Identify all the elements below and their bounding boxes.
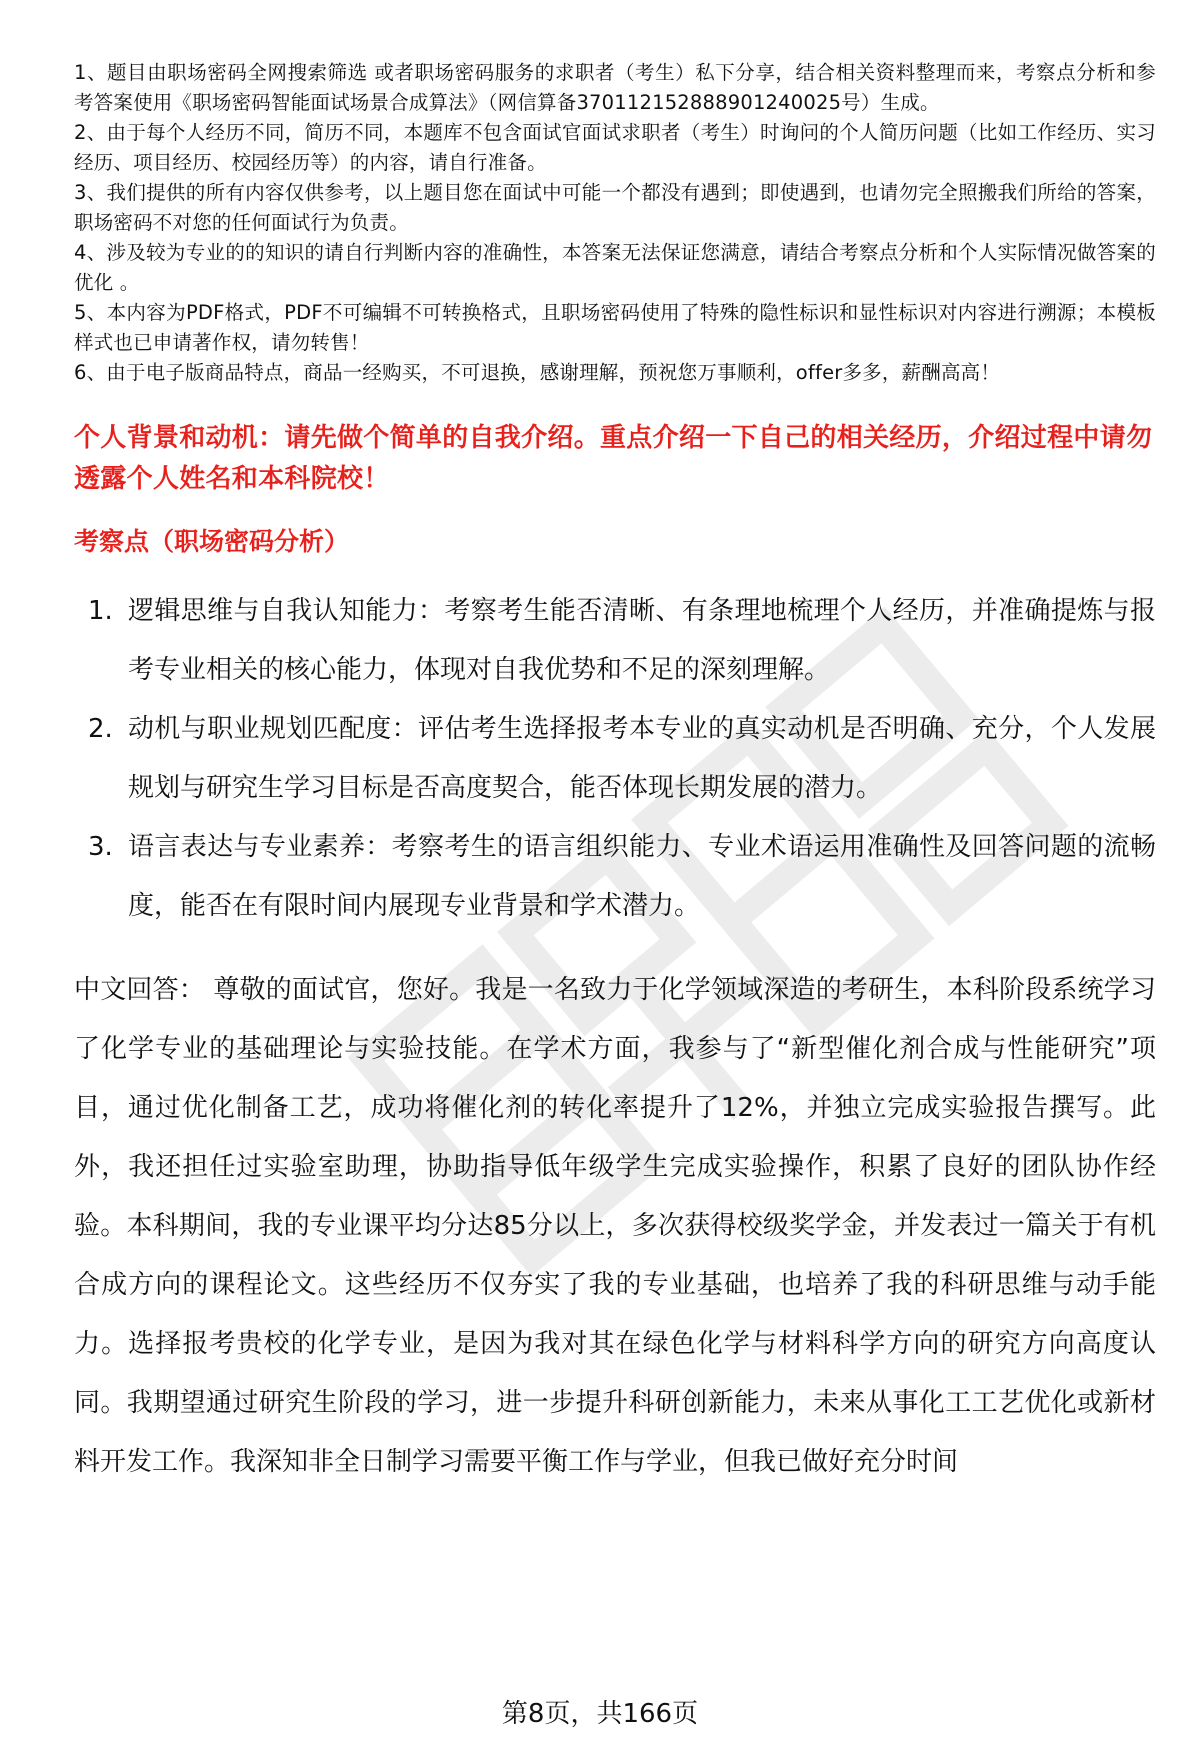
interview-question: 个人背景和动机：请先做个简单的自我介绍。重点介绍一下自己的相关经历，介绍过程中请勿透露个人姓名和本科院校！ <box>74 423 1153 494</box>
analysis-point <box>74 582 1156 700</box>
notice-item: 2、由于每个人经历不同，简历不同，本题库不包含面试官面试求职者（考生）时询问的个人简历问题（比如工作经历、实习经历、项目经历、校园经历等）的内容，请自行准备。 <box>74 121 1156 174</box>
point-number: 3. <box>88 832 113 862</box>
disclaimer-notices <box>74 58 1156 388</box>
notice-item: 4、涉及较为专业的的知识的请自行判断内容的准确性，本答案无法保证您满意，请结合考察点分析和个人实际情况做答案的优化 。 <box>74 241 1156 294</box>
notice-item: 3、我们提供的所有内容仅供参考，以上题目您在面试中可能一个都没有遇到；即使遇到，也请勿完全照搬我们所给的答案，职场密码不对您的任何面试行为负责。 <box>74 181 1156 234</box>
analysis-point <box>74 818 1156 936</box>
point-text: 语言表达与专业素养：考察考生的语言组织能力、专业术语运用准确性及回答问题的流畅度，能否在有限时间内展现专业背景和学术潜力。 <box>128 832 1156 921</box>
notice-item: 1、题目由职场密码全网搜索筛选 或者职场密码服务的求职者（考生）私下分享，结合相关资料整理而来，考察点分析和参考答案使用《职场密码智能面试场景合成算法》（网信算备370112152888901240025号）生成。 <box>74 61 1156 114</box>
analysis-points-list <box>74 582 1156 936</box>
notice-item: 5、本内容为PDF格式，PDF不可编辑不可转换格式，且职场密码使用了特殊的隐性标识和显性标识对内容进行溯源；本模板样式也已申请著作权，请勿转售！ <box>74 301 1156 354</box>
point-number: 1. <box>88 596 113 626</box>
point-text: 逻辑思维与自我认知能力：考察考生能否清晰、有条理地梳理个人经历，并准确提炼与报考专业相关的核心能力，体现对自我优势和不足的深刻理解。 <box>128 596 1156 685</box>
document-page <box>74 58 1156 1551</box>
point-text: 动机与职业规划匹配度：评估考生选择报考本专业的真实动机是否明确、充分，个人发展规划与研究生学习目标是否高度契合，能否体现长期发展的潜力。 <box>128 714 1156 803</box>
analysis-point <box>74 700 1156 818</box>
chinese-answer: 中文回答： 尊敬的面试官，您好。我是一名致力于化学领域深造的考研生，本科阶段系统学习了化学专业的基础理论与实验技能。在学术方面，我参与了“新型催化剂合成与性能研究”项目，通过优化制备工艺，成功将催化剂的转化率提升了12%，并独立完成实验报告撰写。此外，我还担任过实验室助理，协助指导低年级学生完成实验操作，积累了良好的团队协作经验。本科期间，我的专业课平均分达85分以上，多次获得校级奖学金，并发表过一篇关于有机合成方向的课程论文。这些经历不仅夯实了我的专业基础，也培养了我的科研思维与动手能力。选择报考贵校的化学专业，是因为我对其在绿色化学与材料科学方向的研究方向高度认同。我期望通过研究生阶段的学习，进一步提升科研创新能力，未来从事化工工艺优化或新材料开发工作。我深知非全日制学习需要平衡工作与学业，但我已做好充分时间 <box>74 975 1156 1477</box>
notice-item: 6、由于电子版商品特点，商品一经购买，不可退换，感谢理解，预祝您万事顺利，offer多多，薪酬高高！ <box>74 361 1001 384</box>
analysis-heading: 考察点（职场密码分析） <box>74 527 350 556</box>
page-number: 第8页，共166页 <box>501 1699 699 1729</box>
point-number: 2. <box>88 714 113 744</box>
